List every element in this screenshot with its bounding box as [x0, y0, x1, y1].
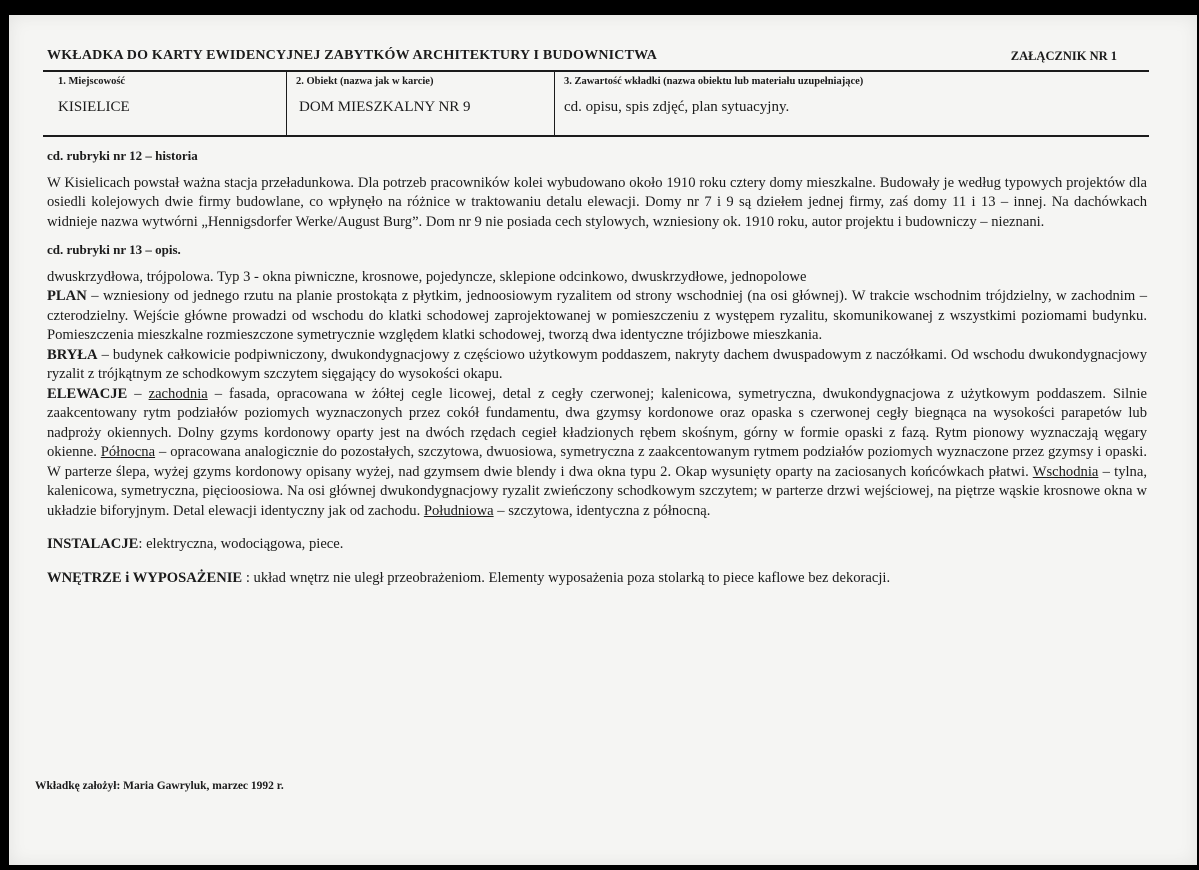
elevations-dash: –	[127, 385, 149, 402]
field-divider	[554, 72, 555, 136]
elevations-label: ELEWACJE	[47, 385, 128, 402]
east-elevation-label: Wschodnia	[1032, 463, 1099, 480]
interior-label: WNĘTRZE i WYPOSAŻENIE	[47, 569, 243, 586]
contents-value: cd. opisu, spis zdjęć, plan sytuacyjny.	[564, 99, 790, 115]
interior-paragraph	[47, 569, 1147, 589]
fields-top-rule	[43, 70, 1149, 72]
south-elevation-text: – szczytowa, identyczna z północną.	[493, 502, 711, 519]
record-sheet	[9, 15, 1197, 865]
west-elevation-text: – fasada, opracowana w żółtej cegle licowej, detal z cegły czerwonej; kalenicowa, symetryczna, dwukondygnacjowa z użytkowym poddaszem. Silnie zaakcentowany rytm podziałów poziomych wyznaczonych przez cokół fundamentu, dwa gzymsy kordonowe oraz opaska s czerwonej cegły biegnąca na wysokości parapetów lub nadproży okiennych. Dolny gzyms kordonowy oparty jest na dwóch rzędach cegieł kładzionych rębem skośnym, górny w formie opaski z fazą. Rytm pionowy wyznaczają węgary okienne.	[47, 385, 1147, 460]
massing-label: BRYŁA	[47, 346, 98, 363]
installations-paragraph	[47, 535, 1147, 555]
fields-bottom-rule	[43, 135, 1149, 137]
description-heading: cd. rubryki nr 13 – opis.	[47, 242, 181, 257]
document-body	[47, 146, 1147, 588]
author-note: Wkładkę założył: Maria Gawryluk, marzec 1992 r.	[35, 780, 284, 792]
annex-number: ZAŁĄCZNIK NR 1	[1010, 49, 1117, 63]
contents-label: 3. Zawartość wkładki (nazwa obiektu lub materiału uzupełniające)	[564, 76, 864, 87]
object-label: 2. Obiekt (nazwa jak w karcie)	[296, 76, 434, 87]
south-elevation-label: Południowa	[423, 502, 494, 519]
interior-text: : układ wnętrz nie uległ przeobrażeniom. Elementy wyposażenia poza stolarką to piece kaflowe bez dekoracji.	[242, 569, 891, 586]
installations-text: : elektryczna, wodociągowa, piece.	[138, 536, 344, 552]
window-types-text: dwuskrzydłowa, trójpolowa. Typ 3 - okna piwniczne, krosnowe, pojedyncze, sklepione odcinkowo, dwuskrzydłowe, jednopolowe	[47, 268, 807, 285]
locality-label: 1. Miejscowość	[58, 76, 126, 87]
plan-paragraph	[47, 287, 1147, 346]
plan-label: PLAN	[47, 288, 87, 304]
massing-text: – budynek całkowicie podpiwniczony, dwukondygnacjowy z częściowo użytkowym poddaszem, nakryty dachem dwuspadowym z naczółkami. Od wschodu dwukondygnacjowy ryzalit z trójkątnym ze schodkowym szczytem sięgający do wysokości okapu.	[47, 346, 1147, 382]
east-elevation-text: – tylna, kalenicowa, symetryczna, pięcioosiowa. Na osi głównej dwukondygnacjowy ryzalit zwieńczony schodkowym szczytem; w parterze drzwi wejściowej, na piętrze wąskie krosnowe okna w układzie biforyjnym. Detal elewacji identyczny jak od zachodu.	[47, 463, 1147, 519]
document-title: WKŁADKA DO KARTY EWIDENCYJNEJ ZABYTKÓW ARCHITEKTURY I BUDOWNICTWA	[47, 48, 658, 63]
north-elevation-text: – opracowana analogicznie do pozostałych, szczytowa, dwuosiowa, symetryczna z zaakcentowanym rytmem podziałów poziomych wyznaczone przez gzymsy i opaski. W parterze ślepa, wyżej gzyms kordonowy opisany wyżej, nad gzymsem dwie blendy i dwa okna typu 2. Okap wysunięty oparty na zaciosanych końcówkach płatwi.	[47, 444, 1147, 480]
history-heading: cd. rubryki nr 12 – historia	[47, 148, 198, 163]
installations-label: INSTALACJE	[47, 536, 139, 552]
object-value: DOM MIESZKALNY NR 9	[299, 99, 471, 115]
locality-value: KISIELICE	[58, 99, 130, 115]
north-elevation-label: Północna	[100, 444, 156, 460]
massing-paragraph	[47, 346, 1147, 385]
field-divider	[286, 72, 287, 136]
plan-text: – wzniesiony od jednego rzutu na planie prostokąta z płytkim, jednoosiowym ryzalitem od strony wschodniej (na osi głównej). W trakcie wschodnim trójdzielny, w zachodnim – czterodzielny. Wejście główne prowadzi od wschodu do klatki schodowej zaprojektowanej w pomieszczeniu z występem ryzalitu, skomunikowanej z wszystkimi poziomami budynku. Pomieszczenia mieszkalne rozmieszczone symetrycznie względem klatki schodowej, tworzą dwa identyczne trójizbowe mieszkania.	[47, 288, 1147, 343]
west-elevation-label: zachodnia	[148, 385, 208, 402]
history-paragraph: W Kisielicach powstał ważna stacja przeładunkowa. Dla potrzeb pracowników kolei wybudowano około 1910 roku cztery domy mieszkalne. Budowały je według typowych projektów dla osiedli kolejowych dwie firmy budowlane, co wpłynęło na różnice w traktowaniu detalu elewacji. Domy nr 7 i 9 są dziełem jednej firmy, zaś domy 11 i 13 – innej. Na dachówkach widnieje nazwa wytwórni „Hennigsdorfer Werke/August Burg”. Dom nr 9 nie posiada cech stylowych, wzniesiony ok. 1910 roku, autor projektu i budowniczy – nieznani.	[47, 174, 1147, 230]
elevations-paragraph	[47, 385, 1147, 522]
